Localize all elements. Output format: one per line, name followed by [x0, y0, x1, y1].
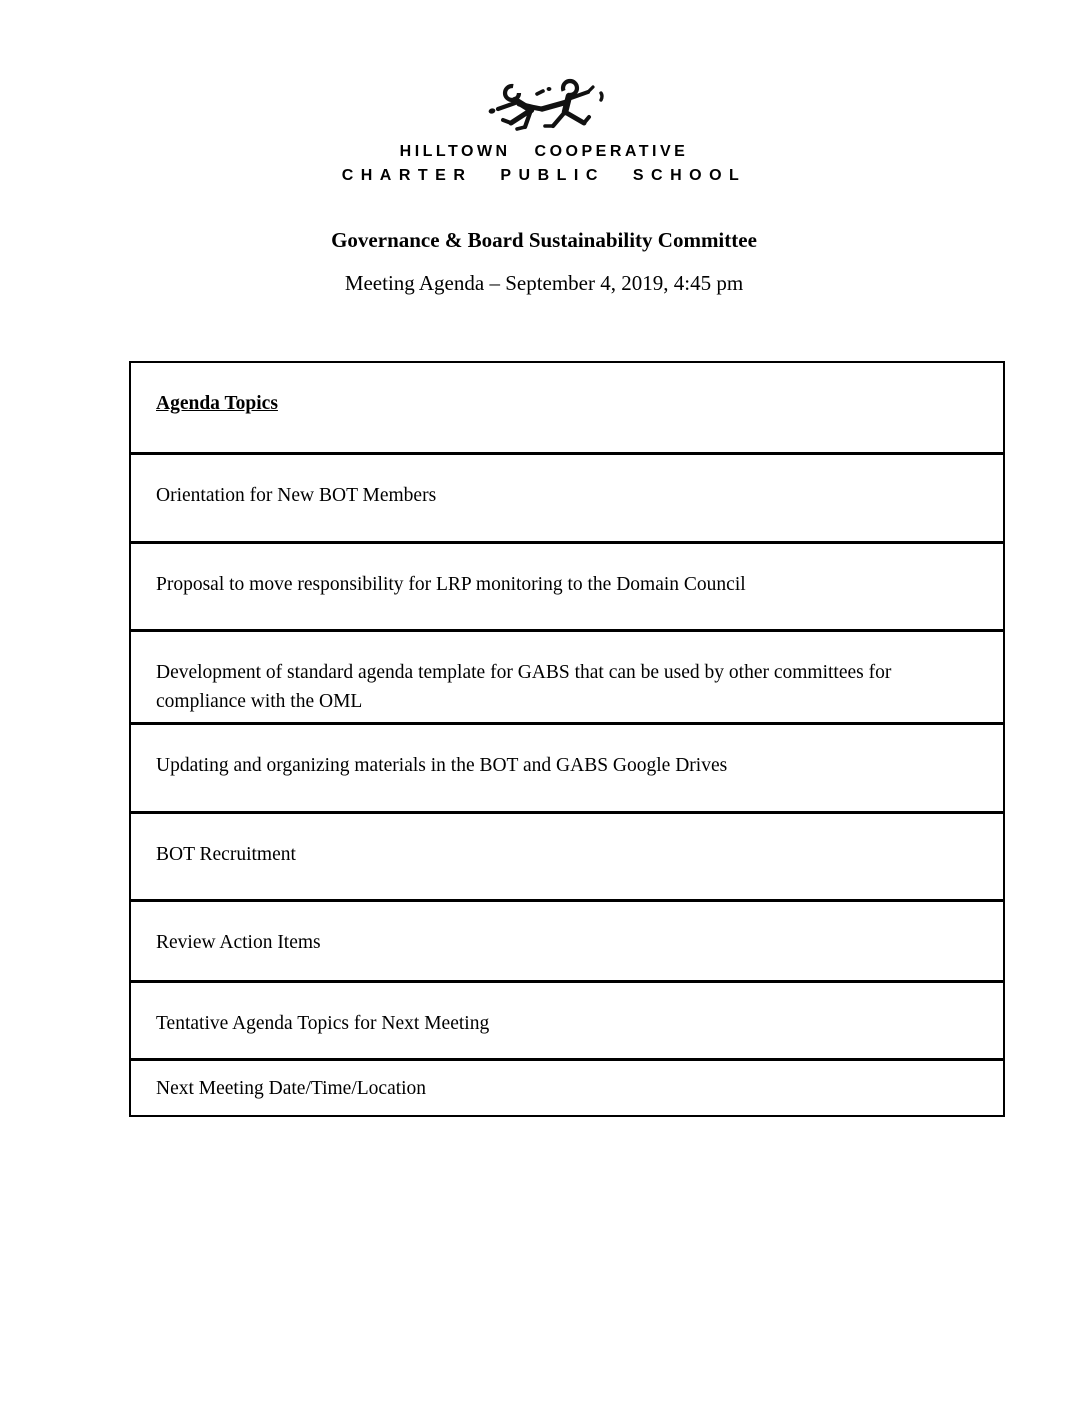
table-row: Next Meeting Date/Time/Location [131, 1058, 1003, 1115]
table-row: Updating and organizing materials in the BOT and GABS Google Drives [131, 722, 1003, 811]
table-row: BOT Recruitment [131, 811, 1003, 899]
agenda-table [129, 361, 1005, 1117]
table-row: Orientation for New BOT Members [131, 452, 1003, 541]
agenda-table-header [131, 363, 1003, 452]
logo-text-line2: CHARTER PUBLIC SCHOOL [341, 167, 747, 184]
table-row: Review Action Items [131, 899, 1003, 980]
meeting-date-subtitle: Meeting Agenda – September 4, 2019, 4:45 pm [344, 271, 744, 295]
table-row: Proposal to move responsibility for LRP monitoring to the Domain Council [131, 541, 1003, 629]
children-running-icon [485, 76, 617, 140]
agenda-header-label: Agenda Topics [156, 393, 278, 414]
school-logo [0, 76, 1088, 185]
logo-text-line1: HILLTOWN COOPERATIVE [399, 143, 689, 160]
table-row: Development of standard agenda template for GABS that can be used by other committees for compliance with the OML [131, 629, 1003, 722]
page-title: Governance & Board Sustainability Committee [331, 228, 757, 252]
table-row: Tentative Agenda Topics for Next Meeting [131, 980, 1003, 1058]
